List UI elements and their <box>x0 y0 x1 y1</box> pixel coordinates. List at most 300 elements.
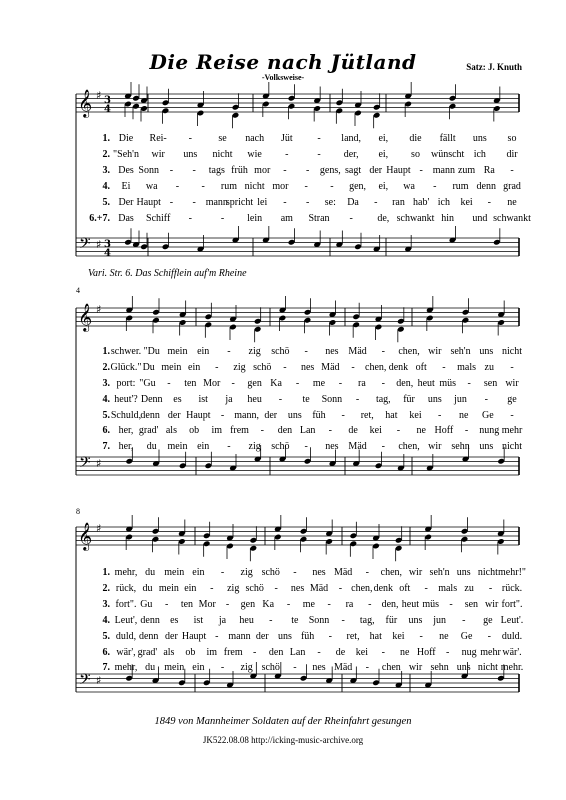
lyric-line <box>76 394 519 407</box>
lyric-syllable: wir <box>151 149 165 160</box>
lyric-syllable: tag, <box>359 615 375 626</box>
sharp-icon: ♯ <box>96 457 102 470</box>
lyric-syllable: - <box>164 599 169 610</box>
lyric-syllable: mein <box>158 583 179 594</box>
lyric-syllable: se <box>218 133 227 144</box>
lyric-syllable: wär'. <box>502 647 522 658</box>
verse-number: 5. <box>102 631 110 642</box>
lyric-syllable: wär', <box>116 647 136 658</box>
lyric-line <box>76 197 519 210</box>
lyric-syllable: der <box>369 165 383 176</box>
lyric-syllable: gen <box>240 599 256 610</box>
lyric-line <box>76 662 524 675</box>
lyric-syllable: - <box>227 441 231 452</box>
lyric-syllable: de <box>348 425 358 436</box>
lyric-syllable: se: <box>324 197 336 208</box>
lyric-syllable: - <box>484 394 488 405</box>
lyric-syllable: - <box>351 362 355 373</box>
lyric-syllable: wie <box>247 149 262 160</box>
lyric-syllable: - <box>295 378 300 389</box>
lyric-syllable: Ra <box>483 165 495 176</box>
lyric-syllable: ne <box>439 631 449 642</box>
lyric-syllable: hat <box>369 631 382 642</box>
treble-clef-icon: 𝄞 <box>78 89 93 117</box>
lyric-syllable: rück. <box>501 583 523 594</box>
lyric-syllable: im <box>211 425 223 436</box>
lyric-syllable: - <box>464 425 469 436</box>
lyric-syllable: wünscht <box>430 149 465 160</box>
lyric-syllable: - <box>341 410 345 421</box>
lyric-syllable: der <box>255 631 269 642</box>
lyric-syllable: - <box>338 583 343 594</box>
lyric-syllable: sehn <box>430 662 449 673</box>
lyric-line <box>76 615 524 628</box>
lyric-syllable: nes <box>325 346 339 357</box>
lyric-syllable: Des <box>118 165 134 176</box>
lyric-syllable: - <box>462 615 466 626</box>
lyric-syllable: denk <box>373 583 394 594</box>
lyric-syllable: - <box>220 213 225 224</box>
lyric-syllable: denn <box>138 631 159 642</box>
lyric-syllable: sagt <box>344 165 362 176</box>
lyric-syllable: - <box>274 583 278 594</box>
lyric-syllable: der, <box>343 149 359 160</box>
lyric-syllable: schö <box>245 583 264 594</box>
sharp-icon: ♯ <box>96 89 102 102</box>
lyric-syllable: schwankt <box>493 213 531 224</box>
lyric-syllable: nicht <box>212 149 233 160</box>
lyric-syllable: - <box>220 410 225 421</box>
lyric-syllable: mein <box>161 362 182 373</box>
lyric-syllable: schö <box>261 662 280 673</box>
lyric-syllable: ja <box>218 615 227 626</box>
lyric-syllable: frem <box>223 647 243 658</box>
lyric-syllable: oft <box>399 583 411 594</box>
lyric-syllable: mals <box>457 362 477 373</box>
lyric-syllable: Mäd <box>348 441 367 452</box>
lyric-syllable: - <box>231 378 235 389</box>
lyric-syllable: "Gu <box>139 378 156 389</box>
lyric-line <box>76 133 519 146</box>
lyric-syllable: - <box>220 567 225 578</box>
lyric-syllable: mann <box>432 165 455 176</box>
lyric-syllable: - <box>278 394 283 405</box>
lyric-syllable: Ge <box>460 631 473 642</box>
lyric-syllable: uns <box>479 346 494 357</box>
verse-number: 4. <box>102 394 110 405</box>
lyric-syllable: uns <box>456 567 471 578</box>
lyric-syllable: me <box>302 599 315 610</box>
lyric-syllable: - <box>260 425 264 436</box>
lyric-syllable: - <box>510 410 514 421</box>
lyric-syllable: - <box>175 181 180 192</box>
lyric-syllable: schö <box>253 362 272 373</box>
lyric-syllable: - <box>215 362 219 373</box>
lyric-syllable: Ka <box>262 599 275 610</box>
lyric-syllable: wa <box>403 181 415 192</box>
lyric-syllable: Die <box>118 133 134 144</box>
lyric-syllable: ist <box>198 394 208 405</box>
lyric-syllable: mehr, <box>114 662 138 673</box>
lyric-syllable: chen <box>381 662 401 673</box>
lyric-syllable: schö <box>271 441 290 452</box>
lyric-syllable: ran <box>392 197 405 208</box>
lyric-syllable: - <box>328 425 333 436</box>
lyric-syllable: - <box>167 378 171 389</box>
lyric-syllable: ein <box>197 441 210 452</box>
lyric-syllable: heu <box>239 615 254 626</box>
lyric-syllable: schwankt <box>396 213 435 224</box>
lyric-syllable: Haupt <box>186 410 211 421</box>
lyric-line <box>76 441 522 454</box>
arranger-credit: Satz: J. Knuth <box>466 62 522 72</box>
lyric-syllable: - <box>317 647 321 658</box>
lyric-syllable: am <box>280 213 293 224</box>
lyric-syllable: - <box>293 662 297 673</box>
lyric-syllable: ten <box>180 599 194 610</box>
lyric-syllable: nach <box>245 133 265 144</box>
lyric-syllable: ei, <box>378 181 389 192</box>
lyric-syllable: Mäd <box>333 662 353 673</box>
lyric-syllable: Leut'. <box>500 615 524 626</box>
lyric-syllable: ret, <box>360 410 374 421</box>
variant-note: Vari. Str. 6. Das Schifflein auf'm Rheine <box>88 268 247 279</box>
lyric-syllable: Lan <box>289 647 306 658</box>
lyric-syllable: - <box>349 213 353 224</box>
lyric-syllable: chen, <box>398 346 420 357</box>
lyric-syllable: mehr, <box>114 567 138 578</box>
lyric-syllable: tags <box>208 165 225 176</box>
verse-number: 1. <box>102 133 110 144</box>
lyric-syllable: Glück." <box>110 362 142 373</box>
lyric-syllable: de <box>335 647 346 658</box>
lyric-syllable: kei <box>392 631 405 642</box>
lyric-syllable: kei <box>460 197 473 208</box>
lyric-syllable: den, <box>381 599 399 610</box>
lyric-syllable: - <box>305 197 310 208</box>
treble-clef-icon: 𝄞 <box>78 522 93 550</box>
lyric-syllable: - <box>225 599 230 610</box>
lyric-syllable: denn <box>140 615 160 626</box>
lyric-line <box>76 378 519 391</box>
lyric-syllable: du <box>145 567 156 578</box>
lyric-syllable: hin <box>441 213 455 224</box>
lyric-syllable: ob <box>189 425 200 436</box>
lyric-syllable: ich <box>473 149 486 160</box>
lyric-syllable: uns <box>408 615 423 626</box>
lyric-syllable: sehn <box>451 441 470 452</box>
lyric-syllable: ein <box>192 567 205 578</box>
lyric-syllable: Mäd <box>309 583 329 594</box>
lyric-line <box>76 213 531 226</box>
lyric-syllable: uns <box>287 410 302 421</box>
lyric-syllable: - <box>467 378 471 389</box>
lyric-syllable: ge <box>483 615 493 626</box>
lyric-syllable: ein <box>192 662 205 673</box>
lyric-syllable: du <box>145 662 156 673</box>
verse-number: 5. <box>102 197 110 208</box>
lyric-syllable: port: <box>116 378 136 389</box>
lyric-syllable: spricht <box>225 197 254 208</box>
lyric-line <box>76 362 519 375</box>
lyric-syllable: mann, <box>234 410 259 421</box>
lyric-syllable: zig <box>248 441 261 452</box>
lyric-syllable: Schiff <box>146 213 171 224</box>
lyric-syllable: für <box>403 394 415 405</box>
lyric-line <box>76 181 519 194</box>
lyric-syllable: - <box>169 165 174 176</box>
lyric-syllable: rück, <box>115 583 137 594</box>
lyric-syllable: tag, <box>375 394 391 405</box>
lyric-line <box>76 410 519 423</box>
lyric-syllable: Gu <box>140 599 153 610</box>
lyric-syllable: - <box>210 583 214 594</box>
lyric-syllable: te <box>302 394 310 405</box>
lyric-syllable: her, <box>118 425 134 436</box>
lyric-syllable: - <box>215 631 219 642</box>
lyric-syllable: - <box>285 149 289 160</box>
lyric-line <box>76 599 523 612</box>
verse-number: 7. <box>102 441 110 452</box>
lyric-syllable: früh <box>231 165 248 176</box>
lyric-syllable: mann <box>205 197 228 208</box>
verse-number: 4. <box>102 615 110 626</box>
lyric-syllable: ten <box>184 378 197 389</box>
lyric-syllable: sen <box>464 599 479 610</box>
lyric-syllable: - <box>286 599 291 610</box>
lyric-syllable: die <box>409 133 422 144</box>
lyric-syllable: heut <box>417 378 435 389</box>
lyric-syllable: Mäd <box>348 346 367 357</box>
lyric-syllable: - <box>283 362 287 373</box>
lyric-syllable: hat <box>385 410 398 421</box>
lyric-syllable: den <box>277 425 293 436</box>
lyric-syllable: zu <box>484 362 495 373</box>
lyric-syllable: nes <box>312 567 326 578</box>
verse-number: 1. <box>102 346 110 357</box>
time-signature-top: 3 <box>104 239 111 250</box>
lyric-syllable: - <box>442 362 446 373</box>
lyric-syllable: mein <box>167 441 188 452</box>
lyric-syllable: ist <box>193 615 204 626</box>
lyric-syllable: kei <box>355 647 368 658</box>
sharp-icon: ♯ <box>96 303 102 316</box>
lyric-syllable: - <box>169 197 174 208</box>
lyric-syllable: - <box>381 441 385 452</box>
verse-number: 2. <box>102 149 110 160</box>
lyric-syllable: - <box>220 662 225 673</box>
lyric-syllable: ne <box>400 647 410 658</box>
lyric-syllable: denn <box>476 181 496 192</box>
lyric-syllable: chen, <box>365 362 387 373</box>
lyric-syllable: "Seh'n <box>113 149 139 160</box>
lyric-syllable: - <box>283 165 287 176</box>
lyric-syllable: uns <box>472 133 487 144</box>
lyric-syllable: Da <box>347 197 359 208</box>
lyric-syllable: Das <box>118 213 134 224</box>
lyric-syllable: wir <box>428 441 442 452</box>
lyric-syllable: gen <box>247 378 262 389</box>
lyric-syllable: - <box>374 197 378 208</box>
verse-number: 3. <box>102 165 110 176</box>
lyric-syllable: te <box>291 615 299 626</box>
lyric-syllable: wir <box>408 662 423 673</box>
lyric-syllable: schö <box>271 346 290 357</box>
lyric-syllable: nung <box>479 425 500 436</box>
lyric-syllable: Haupt <box>136 197 161 208</box>
lyric-syllable: - <box>330 181 334 192</box>
lyric-syllable: - <box>304 441 308 452</box>
lyric-syllable: hab' <box>413 197 430 208</box>
lyric-syllable: Rei- <box>149 133 167 144</box>
lyric-syllable: ne <box>416 425 426 436</box>
lyric-syllable: ich <box>437 197 450 208</box>
lyric-syllable: nes <box>325 441 339 452</box>
lyric-syllable: - <box>317 133 321 144</box>
lyric-syllable: - <box>396 425 401 436</box>
lyric-syllable: füh <box>312 410 326 421</box>
verse-number: 5. <box>102 410 110 421</box>
lyric-syllable: Ge <box>482 410 494 421</box>
lyric-line <box>76 647 522 660</box>
lyric-syllable: der <box>167 410 181 421</box>
lyric-syllable: Mor <box>203 378 221 389</box>
lyric-syllable: wir <box>408 567 423 578</box>
lyric-syllable: - <box>269 615 273 626</box>
lyric-syllable: nes <box>300 362 315 373</box>
lyric-syllable: du <box>142 583 153 594</box>
lyric-syllable: - <box>510 165 514 176</box>
lyric-syllable: ja <box>225 394 233 405</box>
lyric-syllable: seh'n <box>429 567 450 578</box>
lyric-syllable: grad' <box>138 425 159 436</box>
lyric-syllable: - <box>449 599 453 610</box>
lyric-syllable: Haupt <box>181 631 207 642</box>
lyric-syllable: im <box>206 647 218 658</box>
time-signature-bottom: 4 <box>104 104 111 115</box>
lyric-syllable: - <box>419 631 423 642</box>
lyric-syllable: - <box>317 149 321 160</box>
lyric-syllable: gens, <box>319 165 341 176</box>
lyric-syllable: und <box>472 213 488 224</box>
lyric-syllable: Der <box>118 197 134 208</box>
lyric-syllable: oft <box>415 362 427 373</box>
lyric-syllable: müs <box>422 599 440 610</box>
lyric-syllable: Sonn <box>138 165 159 176</box>
verse-number: 2. <box>102 583 110 594</box>
lyric-syllable: der <box>165 631 178 642</box>
lyric-syllable: denk <box>388 362 409 373</box>
lyric-syllable: der <box>264 410 278 421</box>
lyric-syllable: Ei <box>121 181 131 192</box>
verse-number: 1. <box>102 567 110 578</box>
lyric-syllable: wir <box>428 346 442 357</box>
lyric-syllable: nes <box>312 662 326 673</box>
lyric-syllable: uns <box>456 662 471 673</box>
lyric-syllable: frem <box>230 425 249 436</box>
lyric-syllable: chen, <box>380 567 403 578</box>
lyric-syllable: nes <box>290 583 305 594</box>
lyric-syllable: fällt <box>439 133 456 144</box>
lyric-syllable: - <box>365 662 369 673</box>
lyric-syllable: jun <box>454 394 467 405</box>
lyric-line <box>76 165 519 178</box>
lyric-syllable: zig <box>227 583 240 594</box>
lyric-syllable: nug <box>461 647 477 658</box>
lyric-syllable: ne <box>459 410 469 421</box>
lyric-syllable: Mor <box>198 599 216 610</box>
lyric-syllable: dir <box>506 149 518 160</box>
lyric-syllable: müs <box>439 378 456 389</box>
lyric-syllable: gen, <box>349 181 367 192</box>
lyric-syllable: - <box>328 631 333 642</box>
lyric-syllable: Hoff <box>434 425 454 436</box>
song-subtitle: -Volksweise- <box>261 73 305 82</box>
treble-clef-icon: 𝄞 <box>78 303 93 331</box>
lyric-syllable: wa <box>145 181 158 192</box>
lyric-syllable: Schuld, <box>110 410 142 421</box>
lyric-syllable: kei <box>409 410 422 421</box>
lyric-syllable: Du <box>142 362 155 373</box>
lyric-syllable: - <box>419 165 423 176</box>
lyric-syllable: zig <box>233 362 246 373</box>
lyric-line <box>76 149 519 162</box>
lyric-syllable: wir <box>485 599 499 610</box>
lyric-syllable: ra <box>345 599 354 610</box>
lyric-syllable: wir <box>505 378 519 389</box>
lyric-syllable: Denn <box>140 394 163 405</box>
measure-number-system-3: 8 <box>76 507 80 516</box>
lyric-syllable: ret, <box>346 631 360 642</box>
measure-number-system-2: 4 <box>76 286 80 295</box>
verse-number: 2. <box>102 362 110 373</box>
lyric-syllable: jun <box>433 615 447 626</box>
lyric-syllable: denn <box>140 410 160 421</box>
lyric-syllable: mein <box>164 567 185 578</box>
song-title: Die Reise nach Jütland <box>149 50 417 74</box>
lyric-syllable: den, <box>396 378 414 389</box>
lyric-line <box>76 583 523 596</box>
lyric-syllable: - <box>252 647 257 658</box>
lyric-syllable: es <box>170 615 179 626</box>
lyric-syllable: - <box>304 181 308 192</box>
lyric-syllable: zig <box>240 567 253 578</box>
lyric-syllable: - <box>433 181 437 192</box>
lyric-syllable: - <box>201 181 205 192</box>
lyric-syllable: - <box>437 410 442 421</box>
lyric-syllable: ein <box>188 362 201 373</box>
lyric-syllable: lei <box>257 197 268 208</box>
lyric-syllable: mehr. <box>500 662 524 673</box>
lyric-syllable: als <box>163 647 175 658</box>
lyric-syllable: für <box>385 615 398 626</box>
lyric-syllable: schwer. <box>110 346 142 357</box>
lyric-syllable: uns <box>277 631 292 642</box>
lyric-syllable: du <box>146 441 157 452</box>
lyric-syllable: - <box>381 346 385 357</box>
lyric-syllable: mals <box>438 583 458 594</box>
lyric-syllable: mor <box>254 165 271 176</box>
lyric-syllable: sen <box>483 378 498 389</box>
lyric-syllable: mor <box>272 181 289 192</box>
lyric-syllable: Lan <box>299 425 316 436</box>
lyric-syllable: grad <box>503 181 521 192</box>
lyric-syllable: Mäd <box>321 362 340 373</box>
lyric-syllable: chen, <box>351 583 373 594</box>
lyric-syllable: ein <box>184 583 197 594</box>
lyric-syllable: - <box>188 213 192 224</box>
lyric-syllable: schö <box>261 567 280 578</box>
